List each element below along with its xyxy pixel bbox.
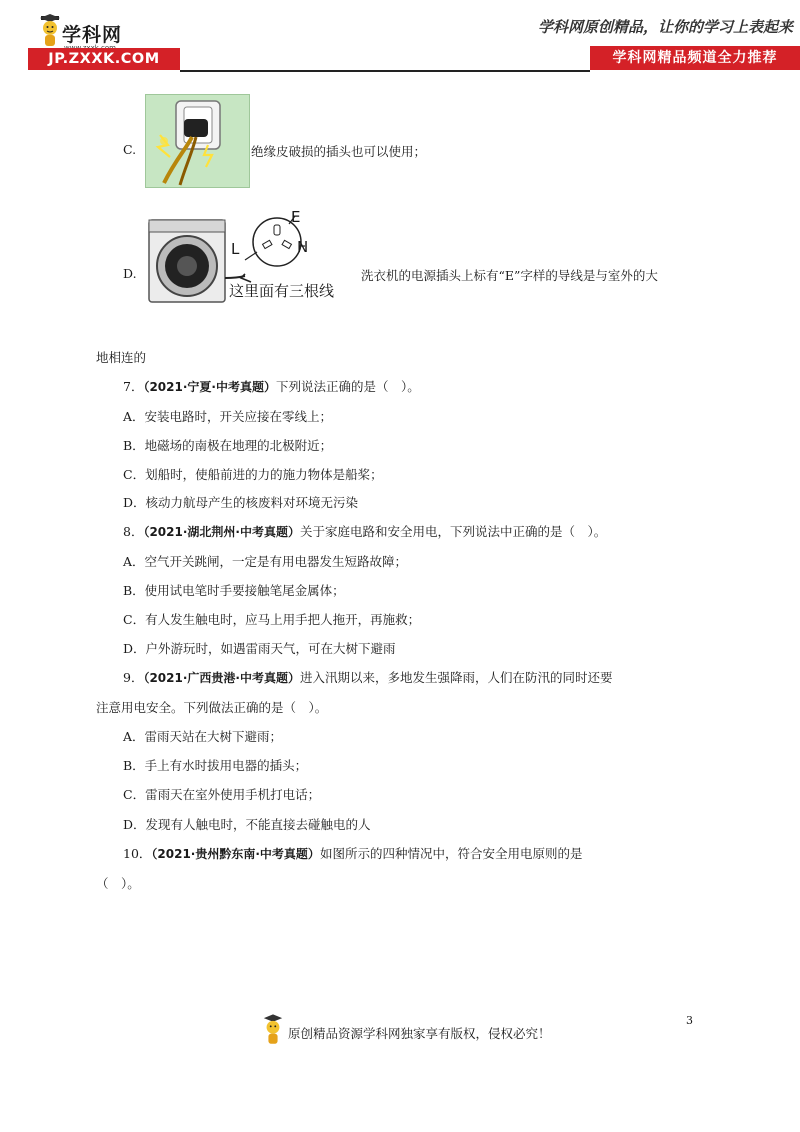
question-number: 7．	[123, 379, 144, 394]
question-source-tag: （2021·宁夏·中考真题）	[143, 380, 276, 394]
question-text: 关于家庭电路和安全用电，下列说法中正确的是（ ）。	[299, 524, 607, 539]
promo-bar: 学科网精品频道全力推荐	[590, 46, 800, 70]
header-logo	[38, 14, 188, 48]
footer	[262, 1014, 592, 1052]
header-slogan: 学科网原创精品，让你的学习上表起来	[538, 18, 794, 36]
damaged-plug-icon	[146, 95, 249, 187]
question-number: 9．	[123, 670, 144, 685]
question-7-stem	[123, 377, 420, 395]
figure-washing-machine	[145, 198, 360, 306]
figure-label-l: L	[231, 240, 240, 258]
question-10-continuation: （ ）。	[96, 876, 140, 891]
question-source-tag: （2021·湖北荆州·中考真题）	[143, 525, 300, 539]
page-number: 3	[686, 1014, 693, 1027]
q7-option-c: C．划船时，使船前进的力的施力物体是船桨；	[123, 467, 383, 482]
question-source-tag: （2021·贵州黔东南·中考真题）	[151, 847, 320, 861]
header-divider	[180, 70, 590, 72]
question-8-stem	[123, 522, 606, 540]
figure-label-e: E	[291, 208, 301, 226]
question-text: 进入汛期以来，多地发生强降雨，人们在防汛的同时还要	[299, 670, 613, 685]
question-number: 10．	[123, 846, 152, 861]
option-d-continuation: 地相连的	[96, 350, 147, 365]
question-number: 8．	[123, 524, 144, 539]
option-c-label: C.	[123, 142, 137, 157]
question-9-stem	[123, 668, 613, 686]
question-source-tag: （2021·广西贵港·中考真题）	[143, 671, 300, 685]
option-c-text: 绝缘皮破损的插头也可以使用；	[251, 144, 427, 159]
q9-option-d: D．发现有人触电时，不能直接去碰触电的人	[123, 817, 371, 832]
q8-option-a: A．空气开关跳闸，一定是有用电器发生短路故障；	[123, 554, 408, 569]
option-d-label: D.	[123, 266, 137, 281]
question-text: 如图所示的四种情况中，符合安全用电原则的是	[319, 846, 583, 861]
figure-label-n: N	[297, 238, 309, 256]
option-d-text: 洗衣机的电源插头上标有“E”字样的导线是与室外的大	[361, 268, 658, 283]
copyright-notice: 原创精品资源学科网独家享有版权，侵权必究！	[288, 1026, 551, 1041]
figure-damaged-plug	[145, 94, 250, 188]
q7-option-a: A．安装电路时，开关应接在零线上；	[123, 409, 333, 424]
brand-bar: JP.ZXXK.COM	[28, 48, 180, 70]
q8-option-c: C．有人发生触电时，应马上用手把人拖开，再施救；	[123, 612, 421, 627]
mascot-icon	[38, 14, 62, 48]
mascot-icon	[262, 1014, 284, 1046]
q9-option-a: A．雷雨天站在大树下避雨；	[123, 729, 283, 744]
question-text: 下列说法正确的是（ ）。	[275, 379, 420, 394]
q9-option-c: C．雷雨天在室外使用手机打电话；	[123, 787, 321, 802]
q9-option-b: B．手上有水时拔用电器的插头；	[123, 758, 308, 773]
logo-name: 学科网	[62, 24, 123, 46]
q7-option-d: D．核动力航母产生的核废料对环境无污染	[123, 495, 359, 510]
figure-caption: 这里面有三根线	[229, 282, 335, 300]
q8-option-b: B．使用试电笔时手要接触笔尾金属体；	[123, 583, 345, 598]
question-10-stem	[123, 844, 582, 862]
question-9-continuation: 注意用电安全。下列做法正确的是（ ）。	[96, 700, 328, 715]
q8-option-d: D．户外游玩时，如遇雷雨天气，可在大树下避雨	[123, 641, 396, 656]
q7-option-b: B．地磁场的南极在地理的北极附近；	[123, 438, 333, 453]
